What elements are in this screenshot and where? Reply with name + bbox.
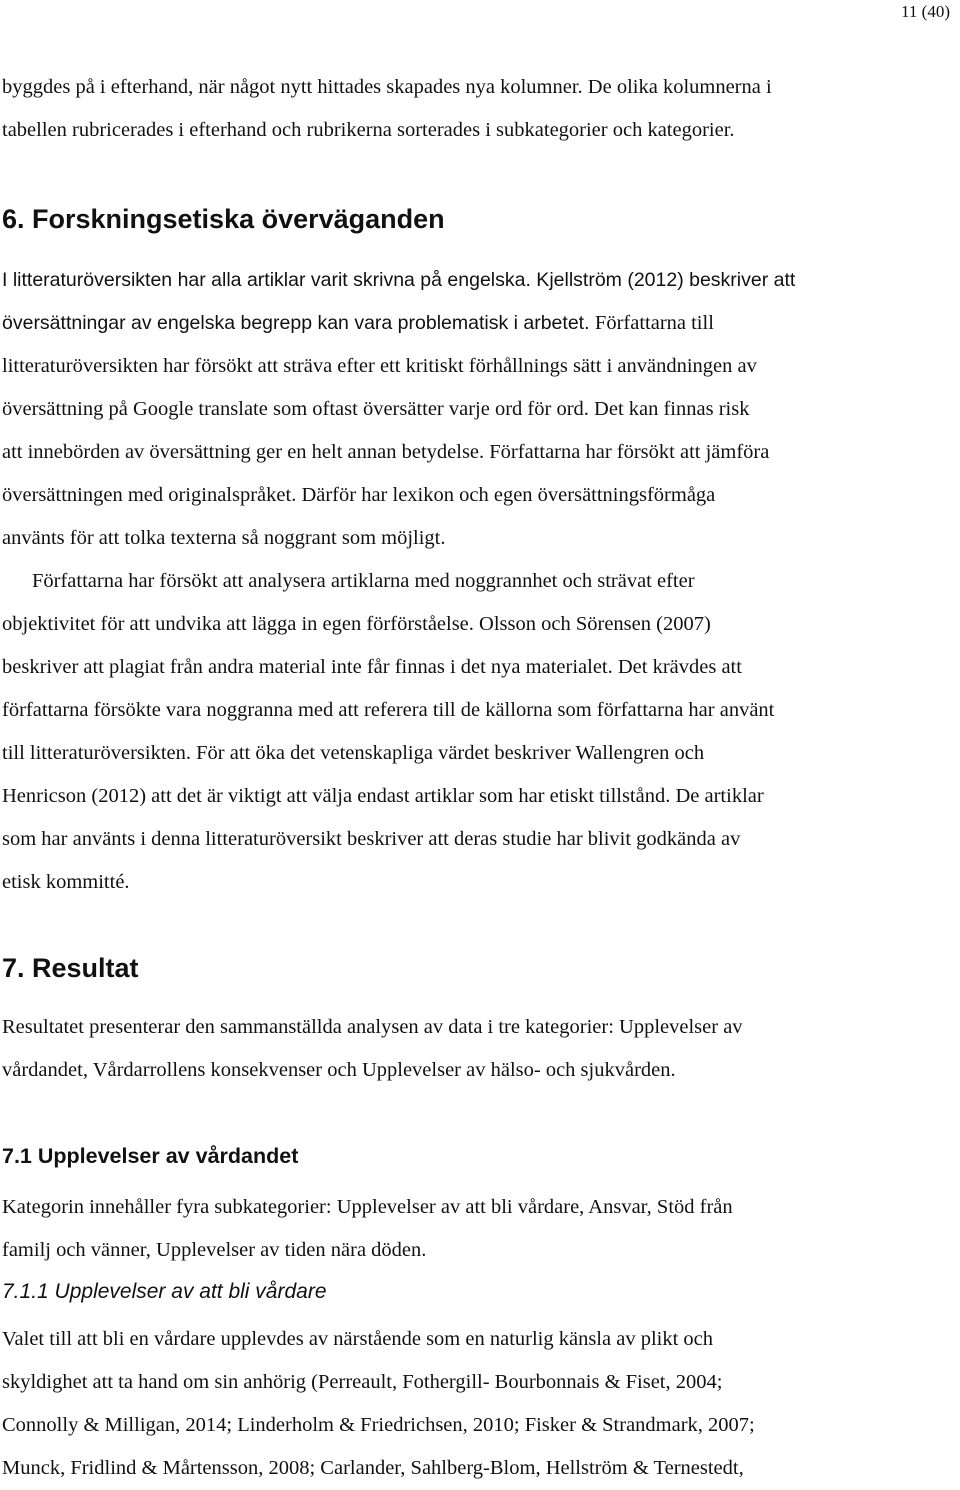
- text-line: litteraturöversikten har försökt att sträva efter ett kritiskt förhållnings sätt i användningen av: [2, 355, 757, 377]
- section-7-paragraph: [2, 1006, 956, 1092]
- section-6-heading: 6. Forskningsetiska överväganden: [2, 204, 445, 234]
- text-line: Valet till att bli en vårdare upplevdes av närstående som en naturlig känsla av plikt och: [2, 1328, 714, 1350]
- text-segment: översättningar av engelska begrepp kan vara problematisk i arbetet.: [2, 312, 595, 334]
- section-7-1-1-heading: 7.1.1 Upplevelser av att bli vårdare: [2, 1280, 327, 1303]
- text-line: Resultatet presenterar den sammanställda analysen av data i tre kategorier: Upplevelser av: [2, 1016, 743, 1038]
- text-line: Kategorin innehåller fyra subkategorier: Upplevelser av att bli vårdare, Ansvar, Stöd från: [2, 1196, 733, 1218]
- text-line: Författarna har försökt att analysera artiklarna med noggrannhet och strävat efter: [32, 570, 695, 592]
- section-6-paragraph-1: [2, 259, 956, 560]
- section-7-1-paragraph: [2, 1186, 956, 1272]
- section-6-paragraph-2: [2, 560, 956, 904]
- intro-paragraph: [2, 66, 956, 152]
- section-7-1-heading: 7.1 Upplevelser av vårdandet: [2, 1144, 299, 1168]
- text-line: familj och vänner, Upplevelser av tiden nära döden.: [2, 1239, 427, 1261]
- text-line: beskriver att plagiat från andra material inte får finnas i det nya materialet. Det krävdes att: [2, 656, 742, 678]
- text-line: att innebörden av översättning ger en helt annan betydelse. Författarna har försökt att jämföra: [2, 441, 770, 463]
- text-line: till litteraturöversikten. För att öka det vetenskapliga värdet beskriver Wallengren och: [2, 742, 705, 764]
- text-segment: Författarna till: [594, 312, 714, 334]
- text-line: objektivitet för att undvika att lägga in egen förförståelse. Olsson och Sörensen (2007): [2, 613, 711, 635]
- text-line: I litteraturöversikten har alla artiklar varit skrivna på engelska. Kjellström (2012) beskriver att: [2, 269, 796, 291]
- section-7-1-1-paragraph: [2, 1318, 956, 1490]
- text-line: använts för att tolka texterna så noggrant som möjligt.: [2, 527, 446, 549]
- section-7-heading: 7. Resultat: [2, 953, 139, 983]
- text-line-mixed: [2, 302, 956, 345]
- text-line: skyldighet att ta hand om sin anhörig (Perreault, Fothergill- Bourbonnais & Fiset, 2004;: [2, 1371, 723, 1393]
- text-line: översättningen med originalspråket. Därför har lexikon och egen översättningsförmåga: [2, 484, 716, 506]
- text-line: Munck, Fridlind & Mårtensson, 2008; Carlander, Sahlberg-Blom, Hellström & Ternestedt,: [2, 1457, 744, 1479]
- text-line: byggdes på i efterhand, när något nytt hittades skapades nya kolumner. De olika kolumnerna i: [2, 76, 772, 98]
- text-line: som har använts i denna litteraturöversikt beskriver att deras studie har blivit godkända av: [2, 828, 741, 850]
- text-line: Henricson (2012) att det är viktigt att välja endast artiklar som har etiskt tillstånd. De artiklar: [2, 785, 764, 807]
- text-line: författarna försökte vara noggranna med att referera till de källorna som författarna har använt: [2, 699, 775, 721]
- page-number: 11 (40): [901, 2, 950, 21]
- text-line: tabellen rubricerades i efterhand och rubrikerna sorterades i subkategorier och kategorier.: [2, 119, 735, 141]
- text-line: vårdandet, Vårdarrollens konsekvenser och Upplevelser av hälso- och sjukvården.: [2, 1059, 676, 1081]
- text-line: översättning på Google translate som oftast översätter varje ord för ord. Det kan finnas risk: [2, 398, 750, 420]
- text-line: etisk kommitté.: [2, 871, 130, 893]
- text-line: Connolly & Milligan, 2014; Linderholm & Friedrichsen, 2010; Fisker & Strandmark, 2007;: [2, 1414, 755, 1436]
